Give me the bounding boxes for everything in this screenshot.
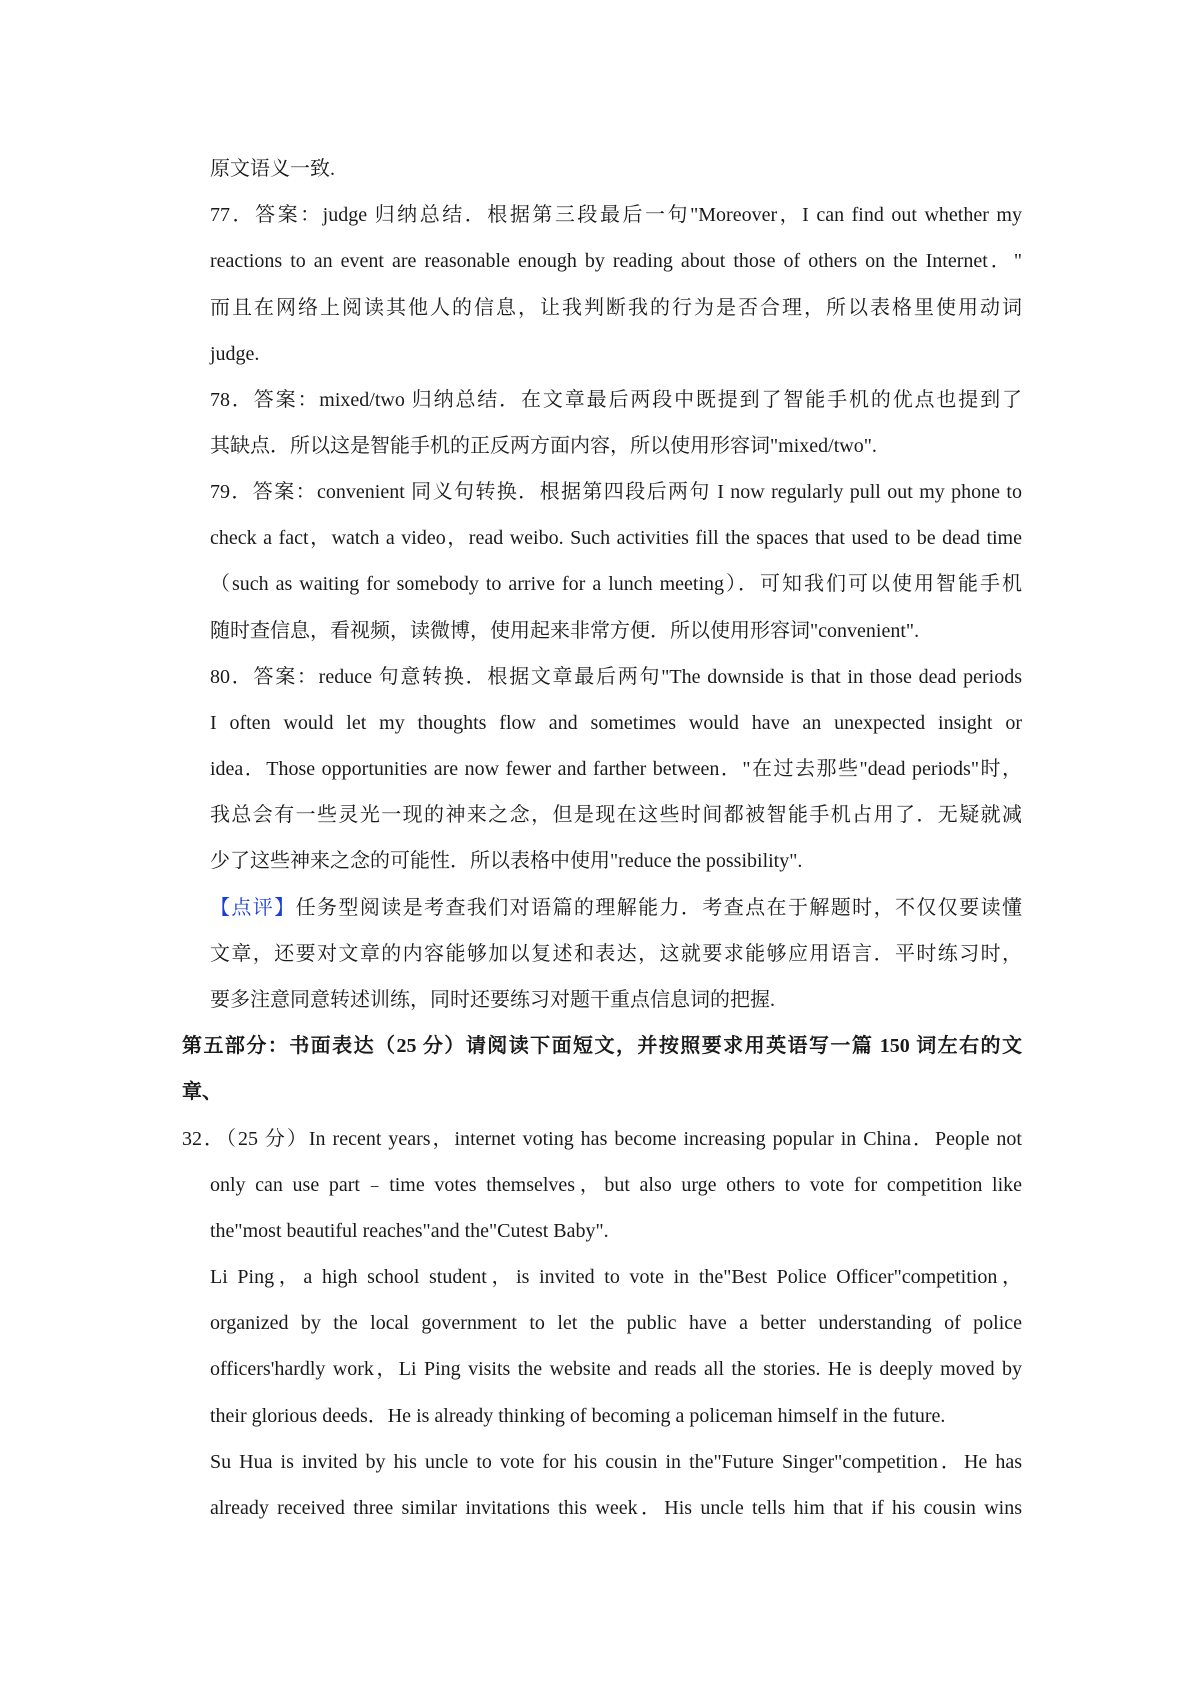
question-line: already received three similar invitations this week．His uncle tells him that if his cousin wins [210,1497,1022,1519]
comment-line [210,893,1022,923]
section-heading: 章、 [182,1081,222,1103]
analysis-line: 少了这些神来之念的可能性．所以表格中使用"reduce the possibility". [210,850,803,872]
comment-line: 要多注意同意转述训练，同时还要练习对题干重点信息词的把握. [210,989,775,1011]
analysis-line: 我总会有一些灵光一现的神来之念，但是现在这些时间都被智能手机占用了．无疑就减 [210,804,1022,826]
analysis-line: 随时查信息，看视频，读微博，使用起来非常方便．所以使用形容词"convenient". [210,620,920,642]
question-line: only can use part﹣time votes themselves，but also urge others to vote for competition like [210,1174,1022,1196]
analysis-line: judge. [210,343,260,365]
analysis-line: （such as waiting for somebody to arrive for a lunch meeting）．可知我们可以使用智能手机 [210,573,1022,595]
comment-line: 文章，还要对文章的内容能够加以复述和表达，这就要求能够应用语言．平时练习时， [210,943,1022,965]
analysis-line: check a fact，watch a video，read weibo. Such activities fill the spaces that used to be dead time [210,527,1022,549]
section-heading: 第五部分：书面表达（25 分）请阅读下面短文，并按照要求用英语写一篇 150 词左右的文 [182,1035,1022,1057]
analysis-line: 原文语义一致. [210,158,335,180]
analysis-line: 78．答案：mixed/two 归纳总结．在文章最后两段中既提到了智能手机的优点也提到了 [210,389,1022,411]
question-line: organized by the local government to let the public have a better understanding of police [210,1312,1022,1334]
comment-tag: 【点评】 [210,897,296,919]
question-line: officers'hardly work，Li Ping visits the website and reads all the stories. He is deeply moved by [210,1358,1022,1380]
analysis-line: 其缺点．所以这是智能手机的正反两方面内容，所以使用形容词"mixed/two". [210,435,877,457]
analysis-line: idea．Those opportunities are now fewer and farther between．"在过去那些"dead periods"时， [210,758,1022,780]
analysis-line: I often would let my thoughts flow and sometimes would have an unexpected insight or [210,712,1022,734]
analysis-line: 77．答案：judge 归纳总结．根据第三段最后一句"Moreover，I can find out whether my [210,204,1022,226]
question-line: the"most beautiful reaches"and the"Cutest Baby". [210,1220,609,1242]
analysis-line: 80．答案：reduce 句意转换．根据文章最后两句"The downside is that in those dead periods [210,666,1022,688]
question-line: their glorious deeds．He is already thinking of becoming a policeman himself in the future. [210,1405,946,1427]
analysis-line: 而且在网络上阅读其他人的信息，让我判断我的行为是否合理，所以表格里使用动词 [210,297,1022,319]
question-line: 32．（25 分）In recent years，internet voting has become increasing popular in China．People not [182,1128,1022,1150]
question-line: Li Ping，a high school student，is invited to vote in the"Best Police Officer"competition， [210,1266,1022,1288]
analysis-line: reactions to an event are reasonable enough by reading about those of others on the Internet．" [210,250,1022,272]
analysis-line: 79．答案：convenient 同义句转换．根据第四段后两句 I now regularly pull out my phone to [210,481,1022,503]
comment-text: 任务型阅读是考查我们对语篇的理解能力．考查点在于解题时，不仅仅要读懂 [295,897,1023,919]
question-line: Su Hua is invited by his uncle to vote for his cousin in the"Future Singer"competition．He has [210,1451,1022,1473]
